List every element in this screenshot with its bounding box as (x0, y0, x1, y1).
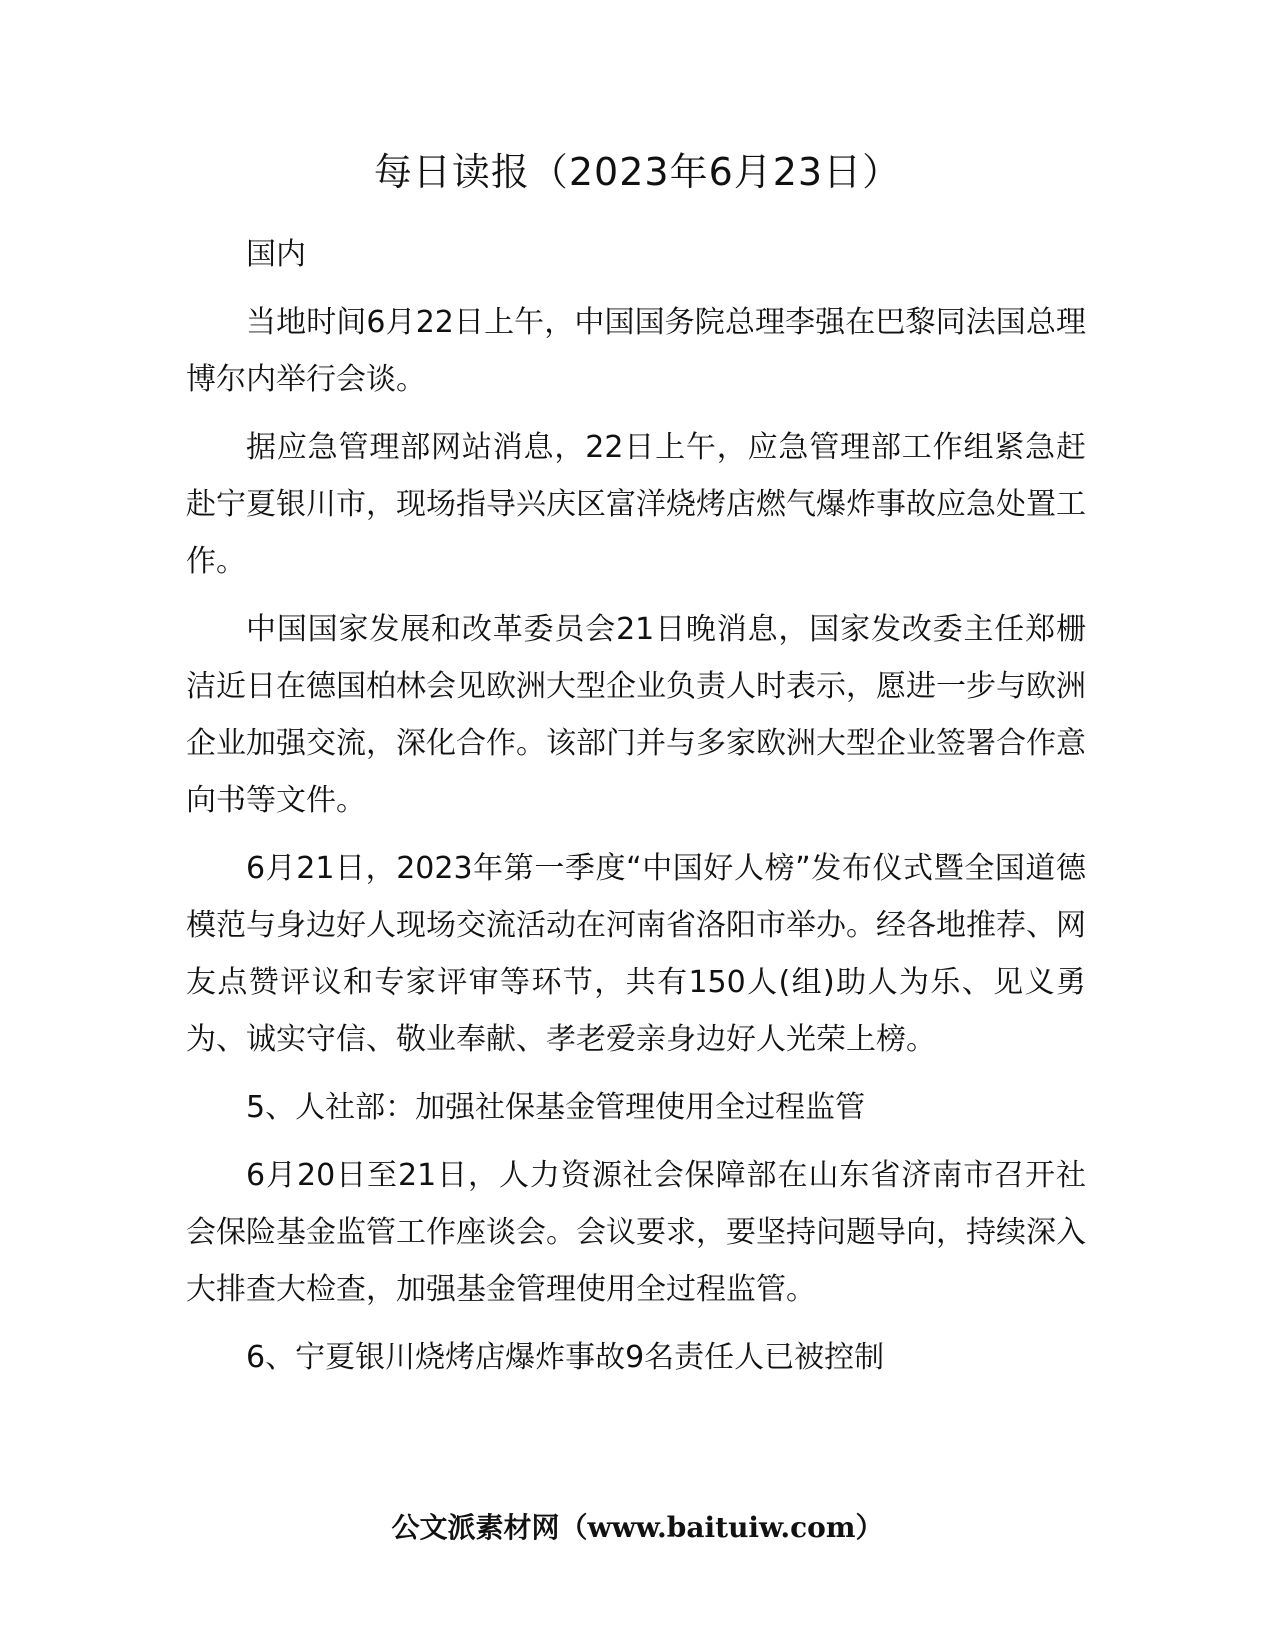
paragraph: 中国国家发展和改革委员会21日晚消息，国家发改委主任郑栅洁近日在德国柏林会见欧洲大型企业负责人时表示，愿进一步与欧洲企业加强交流，深化合作。该部门并与多家欧洲大型企业签署合作意向书等文件。 (186, 612, 1086, 818)
paragraph: 当地时间6月22日上午，中国国务院总理李强在巴黎同法国总理博尔内举行会谈。 (186, 305, 1086, 397)
article-body (186, 226, 1086, 1397)
section-heading-domestic: 国内 (246, 237, 306, 272)
paragraph: 6月20日至21日，人力资源社会保障部在山东省济南市召开社会保险基金监管工作座谈会。会议要求，要坚持问题导向，持续深入大排查大检查，加强基金管理使用全过程监管。 (186, 1158, 1086, 1307)
news-heading: 6、宁夏银川烧烤店爆炸事故9名责任人已被控制 (246, 1340, 885, 1375)
page-title: 每日读报（2023年6月23日） (373, 150, 902, 194)
news-heading: 5、人社部：加强社保基金管理使用全过程监管 (246, 1090, 866, 1125)
footer-source: 公文派素材网（www.baituiw.com） (391, 1511, 884, 1544)
paragraph: 据应急管理部网站消息，22日上午，应急管理部工作组紧急赶赴宁夏银川市，现场指导兴庆区富洋烧烤店燃气爆炸事故应急处置工作。 (186, 430, 1086, 579)
paragraph: 6月21日，2023年第一季度“中国好人榜”发布仪式暨全国道德模范与身边好人现场交流活动在河南省洛阳市举办。经各地推荐、网友点赞评议和专家评审等环节，共有150人(组)助人为乐、见义勇为、诚实守信、敬业奉献、孝老爱亲身边好人光荣上榜。 (186, 851, 1086, 1057)
